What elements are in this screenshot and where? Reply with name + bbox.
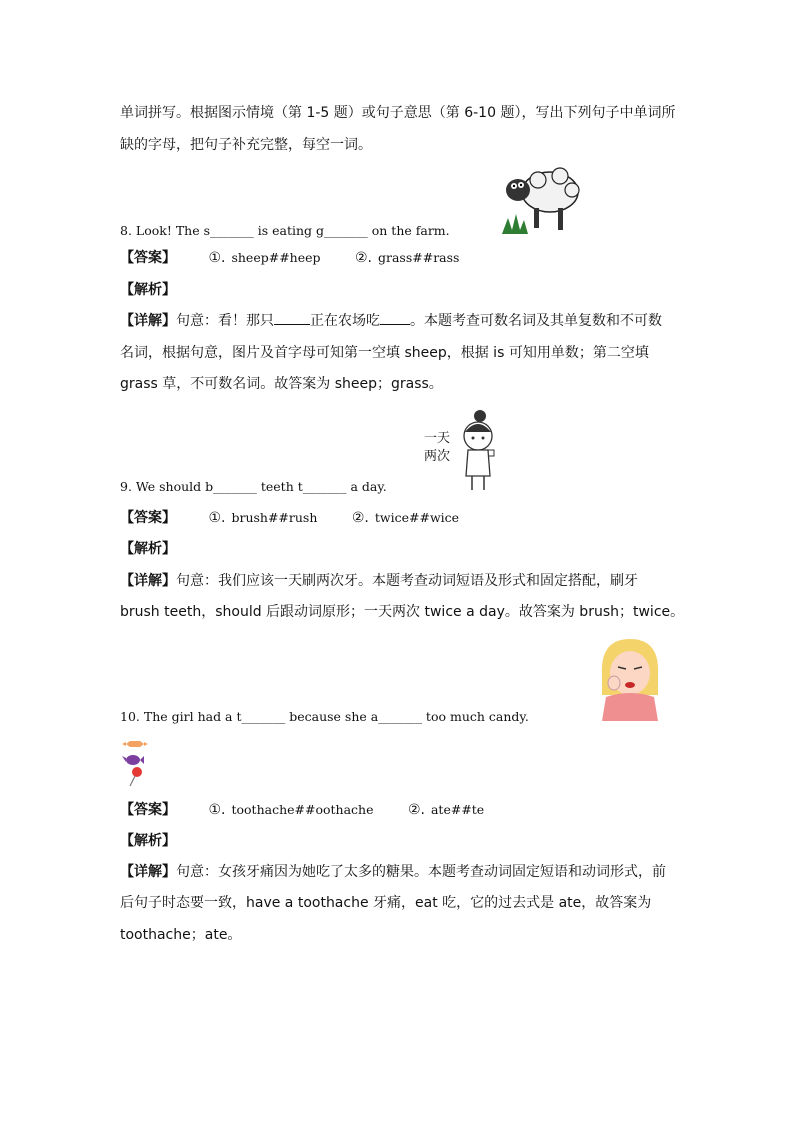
question-sentence: We should b_______ teeth t_______ a day. (135, 479, 387, 494)
detail-text: 。本题考查可数名词及其单复数和不可数 (410, 313, 662, 329)
answer-2 (355, 249, 459, 267)
answer-1 (208, 509, 317, 527)
answer-mark: ②. (351, 510, 369, 526)
answer-label: 【答案】 (120, 510, 176, 526)
detail-line-10-2: 后句子时态要一致，have a toothache 牙痛，eat 吃，它的过去式是 ate，故答案为 (120, 895, 652, 911)
analysis-label-9: 【解析】 (120, 541, 176, 557)
answer-label: 【答案】 (120, 802, 176, 818)
detail-line-9-2: brush teeth，should 后跟动词原形；一天两次 twice a day。故答案为 brush；twice。 (120, 604, 685, 620)
answer-row-10 (120, 801, 514, 819)
question-9 (120, 478, 387, 496)
detail-label: 【详解】 (120, 864, 176, 880)
detail-line-10-3: toothache；ate。 (120, 927, 242, 943)
answer-text: grass##rass (378, 250, 460, 265)
answer-row-8 (120, 249, 489, 267)
analysis-label-8: 【解析】 (120, 282, 176, 298)
answer-2 (408, 801, 484, 819)
blank-line (380, 312, 410, 325)
answer-mark: ①. (208, 510, 226, 526)
answer-text: twice##wice (374, 510, 460, 525)
answer-text: ate##te (430, 802, 485, 817)
question-number: 8. (120, 223, 132, 238)
detail-text: 句意：女孩牙痛因为她吃了太多的糖果。本题考查动词固定短语和动词形式，前 (176, 864, 666, 880)
answer-mark: ②. (407, 802, 425, 818)
analysis-label-10: 【解析】 (120, 833, 176, 849)
detail-line-8-1 (120, 312, 662, 330)
question-sentence: Look! The s_______ is eating g_______ on the farm. (135, 223, 450, 238)
question-sentence: The girl had a t_______ because she a_______ too much candy. (143, 709, 529, 724)
blank-line (274, 312, 310, 325)
intro-line-1: 单词拼写。根据图示情境（第 1-5 题）或句子意思（第 6-10 题），写出下列句子中单词所 (120, 105, 676, 121)
detail-text: 正在农场吃 (310, 313, 380, 329)
question-10 (120, 708, 529, 726)
sheep-eating-grass-image (494, 164, 584, 236)
girl-brushing-teeth-image (424, 408, 500, 492)
answer-label: 【答案】 (120, 250, 176, 266)
answer-mark: ①. (208, 250, 226, 266)
answer-1 (208, 249, 320, 267)
cartoon-girl-icon (456, 408, 500, 492)
answer-text: brush##rush (231, 510, 318, 525)
answer-text: toothache##oothache (231, 802, 374, 817)
detail-line-9-1 (120, 572, 638, 590)
answer-text: sheep##heep (231, 250, 321, 265)
detail-text: 句意：我们应该一天刷两次牙。本题考查动词短语及形式和固定搭配，刷牙 (176, 573, 638, 589)
candy-image (120, 738, 150, 788)
detail-line-10-1 (120, 863, 666, 881)
detail-line-8-2: 名词，根据句意，图片及首字母可知第一空填 sheep，根据 is 可知用单数；第二空填 (120, 345, 649, 361)
detail-label: 【详解】 (120, 573, 176, 589)
question-8 (120, 222, 450, 240)
answer-mark: ②. (354, 250, 372, 266)
question-number: 9. (120, 479, 132, 494)
detail-label: 【详解】 (120, 313, 176, 329)
detail-text: 句意：看！那只 (176, 313, 274, 329)
answer-2 (352, 509, 459, 527)
girl-with-toothache-image (596, 635, 664, 721)
detail-line-8-3: grass 草，不可数名词。故答案为 sheep；grass。 (120, 376, 443, 392)
answer-1 (208, 801, 373, 819)
answer-mark: ①. (208, 802, 226, 818)
intro-line-2: 缺的字母，把句子补充完整，每空一词。 (120, 137, 372, 153)
answer-row-9 (120, 509, 489, 527)
question-number: 10. (120, 709, 140, 724)
image-text-line: 一天 (424, 431, 451, 446)
image-text-line: 两次 (424, 449, 451, 464)
